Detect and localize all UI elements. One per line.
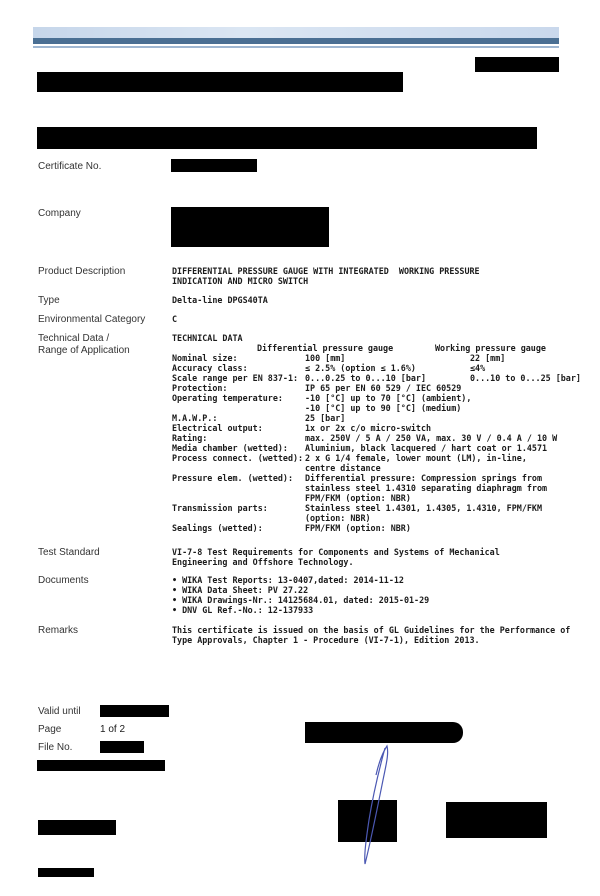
environmental-category-value: C <box>172 314 178 324</box>
label-documents: Documents <box>38 575 89 586</box>
tech-row-label: Electrical output: <box>172 423 263 433</box>
document-item: • WIKA Test Reports: 13-0407,dated: 2014-11-12 <box>172 575 404 585</box>
col-header-working: Working pressure gauge <box>435 343 546 353</box>
redacted-valid-until <box>100 705 169 717</box>
header-band-light <box>33 27 559 38</box>
label-remarks: Remarks <box>38 625 79 636</box>
redacted-intro-text <box>37 127 537 149</box>
tech-row-differential-value: (option: NBR) <box>305 513 371 523</box>
document-item: • WIKA Data Sheet: PV 27.22 <box>172 585 309 595</box>
tech-row-differential-value: -10 [°C] up to 90 [°C] (medium) <box>305 403 462 413</box>
redacted-footer-left <box>38 820 116 835</box>
type-value: Delta-line DPGS40TA <box>172 295 268 305</box>
tech-row-differential-value: Stainless steel 1.4301, 1.4305, 1.4310, FPM/FKM <box>305 503 542 513</box>
tech-row-label: Rating: <box>172 433 208 443</box>
redacted-file-no <box>100 741 144 753</box>
tech-row-label: M.A.W.P.: <box>172 413 218 423</box>
test-standard-line-1: VI-7-8 Test Requirements for Components and Systems of Mechanical <box>172 547 500 557</box>
tech-row-differential-value: 25 [bar] <box>305 413 346 423</box>
product-description-line-1: DIFFERENTIAL PRESSURE GAUGE WITH INTEGRATED WORKING PRESSURE <box>172 266 480 276</box>
label-valid-until: Valid until <box>38 706 81 717</box>
tech-row-label: Transmission parts: <box>172 503 268 513</box>
redacted-footer-bottom <box>38 868 94 877</box>
tech-row-differential-value: Differential pressure: Compression springs from <box>305 473 542 483</box>
tech-row-working-value: 0...10 to 0...25 [bar] <box>470 373 581 383</box>
tech-row-label: Media chamber (wetted): <box>172 443 288 453</box>
tech-row-label: Nominal size: <box>172 353 238 363</box>
label-environmental-category: Environmental Category <box>38 314 146 325</box>
document-item: • DNV GL Ref.-No.: 12-137933 <box>172 605 314 615</box>
tech-row-label: Accuracy class: <box>172 363 248 373</box>
tech-row-differential-value: 2 x G 1/4 female, lower mount (LM), in-line, <box>305 453 527 463</box>
remarks-line-2: Type Approvals, Chapter 1 - Procedure (VI-7-1), Edition 2013. <box>172 635 480 645</box>
tech-row-label: Operating temperature: <box>172 393 283 403</box>
tech-row-differential-value: Aluminium, black lacquered / hart coat or 1.4571 <box>305 443 548 453</box>
tech-row-differential-value: max. 250V / 5 A / 250 VA, max. 30 V / 0.4 A / 10 W <box>305 433 558 443</box>
tech-row-differential-value: centre distance <box>305 463 381 473</box>
tech-row-differential-value: FPM/FKM (option: NBR) <box>305 523 411 533</box>
label-product-description: Product Description <box>38 266 126 277</box>
redacted-location-date <box>37 760 165 771</box>
header-band-thin <box>33 46 559 48</box>
label-page: Page <box>38 724 62 735</box>
tech-row-label: Pressure elem. (wetted): <box>172 473 294 483</box>
tech-row-label: Protection: <box>172 383 228 393</box>
tech-row-working-value: ≤4% <box>470 363 486 373</box>
signature-stroke <box>355 740 405 870</box>
redacted-company <box>171 207 329 247</box>
page-number: 1 of 2 <box>100 724 126 735</box>
tech-row-differential-value: ≤ 2.5% (option ≤ 1.6%) <box>305 363 416 373</box>
col-header-differential: Differential pressure gauge <box>257 343 394 353</box>
redacted-certificate-no <box>171 159 257 172</box>
tech-row-differential-value: 100 [mm] <box>305 353 346 363</box>
tech-row-differential-value: stainless steel 1.4310 separating diaphragm from <box>305 483 548 493</box>
label-file-no: File No. <box>38 742 73 753</box>
tech-row-differential-value: 1x or 2x c/o micro-switch <box>305 423 432 433</box>
label-company: Company <box>38 208 81 219</box>
tech-row-working-value: 22 [mm] <box>470 353 506 363</box>
label-range-of-application: Range of Application <box>38 345 130 356</box>
technical-data-title: TECHNICAL DATA <box>172 333 243 343</box>
label-type: Type <box>38 295 60 306</box>
tech-row-differential-value: IP 65 per EN 60 529 / IEC 60529 <box>305 383 462 393</box>
redacted-header-right <box>475 57 559 72</box>
tech-row-label: Sealings (wetted): <box>172 523 263 533</box>
redacted-signature-name-2 <box>446 802 547 838</box>
label-technical-data: Technical Data / <box>38 333 110 344</box>
label-test-standard: Test Standard <box>38 547 100 558</box>
redacted-title <box>37 72 403 92</box>
remarks-line-1: This certificate is issued on the basis of GL Guidelines for the Performance of <box>172 625 571 635</box>
test-standard-line-2: Engineering and Offshore Technology. <box>172 557 354 567</box>
label-certificate-no: Certificate No. <box>38 161 102 172</box>
tech-row-differential-value: 0...0.25 to 0...10 [bar] <box>305 373 427 383</box>
header-band-dark <box>33 38 559 44</box>
tech-row-differential-value: -10 [°C] up to 70 [°C] (ambient), <box>305 393 472 403</box>
product-description-line-2: INDICATION AND MICRO SWITCH <box>172 276 309 286</box>
document-item: • WIKA Drawings-Nr.: 14125684.01, dated: 2015-01-29 <box>172 595 430 605</box>
tech-row-differential-value: FPM/FKM (option: NBR) <box>305 493 411 503</box>
tech-row-label: Scale range per EN 837-1: <box>172 373 299 383</box>
tech-row-label: Process connect. (wetted): <box>172 453 304 463</box>
